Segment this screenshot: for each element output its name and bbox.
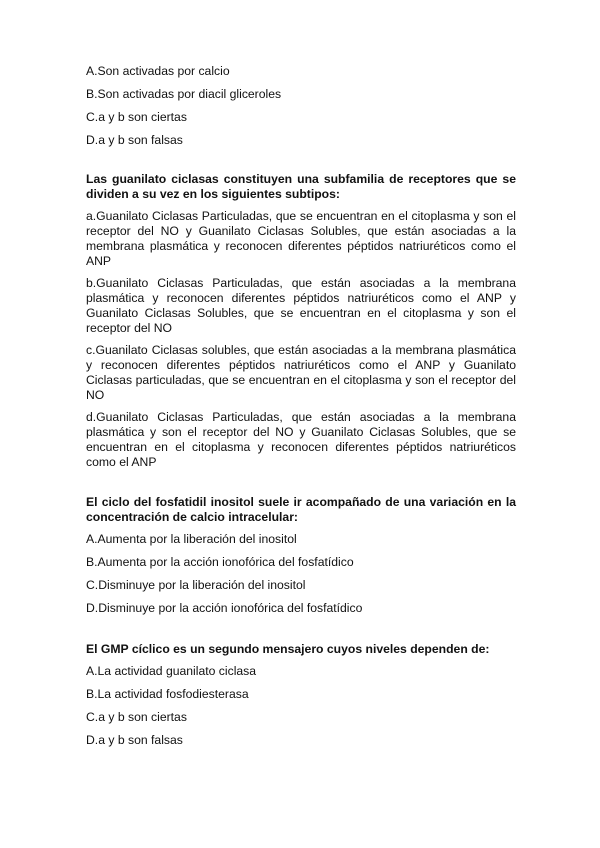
- answer-option-a: a.Guanilato Ciclasas Particuladas, que se encuentran en el citoplasma y son el receptor del NO y Guanilato Ciclasas Solubles, que están asociadas a la membrana plasmática y reconocen diferentes péptidos natriuréticos como el ANP: [86, 209, 516, 268]
- answer-option-b: B.Son activadas por diacil gliceroles: [86, 87, 282, 101]
- answer-option-b: B.La actividad fosfodiesterasa: [86, 687, 249, 701]
- question-text: El ciclo del fosfatidil inositol suele ir acompañado de una variación en la concentración de calcio intracelular:: [86, 495, 516, 524]
- answer-option-b: b.Guanilato Ciclasas Particuladas, que están asociadas a la membrana plasmática y reconocen diferentes péptidos natriuréticos como el ANP y Guanilato Ciclasas Solubles, que se encuentran en el citoplasma y son el receptor del NO: [86, 276, 516, 335]
- question-block-1: [86, 64, 516, 148]
- answer-option-d: d.Guanilato Ciclasas Particuladas, que están asociadas a la membrana plasmática y son el receptor del NO y Guanilato Ciclasas Solubles, que se encuentran en el citoplasma y reconocen diferentes péptidos natriuréticos como el ANP: [86, 410, 516, 469]
- question-block-4: [86, 642, 516, 748]
- question-text: Las guanilato ciclasas constituyen una subfamilia de receptores que se dividen a su vez en los siguientes subtipos:: [86, 172, 516, 201]
- answer-option-d: D.a y b son falsas: [86, 133, 183, 147]
- answer-option-c: C.Disminuye por la liberación del inositol: [86, 578, 306, 592]
- spacer: [86, 624, 516, 642]
- question-block-2: [86, 172, 516, 470]
- document-page: [86, 64, 516, 756]
- answer-option-c: c.Guanilato Ciclasas solubles, que están asociadas a la membrana plasmática y reconocen diferentes péptidos natriuréticos como el ANP y Guanilato Ciclasas particuladas, que se encuentran en el citoplasma y son el receptor del NO: [86, 343, 516, 402]
- spacer: [86, 156, 516, 172]
- answer-option-a: A.La actividad guanilato ciclasa: [86, 664, 257, 678]
- answer-option-a: A.Aumenta por la liberación del inositol: [86, 532, 297, 546]
- answer-option-d: D.a y b son falsas: [86, 733, 183, 747]
- answer-option-c: C.a y b son ciertas: [86, 710, 187, 724]
- question-text: El GMP cíclico es un segundo mensajero cuyos niveles dependen de:: [86, 642, 490, 656]
- spacer: [86, 477, 516, 495]
- question-block-3: [86, 495, 516, 616]
- answer-option-a: A.Son activadas por calcio: [86, 64, 230, 78]
- answer-option-b: B.Aumenta por la acción ionofórica del fosfatídico: [86, 555, 354, 569]
- answer-option-d: D.Disminuye por la acción ionofórica del fosfatídico: [86, 601, 363, 615]
- answer-option-c: C.a y b son ciertas: [86, 110, 187, 124]
